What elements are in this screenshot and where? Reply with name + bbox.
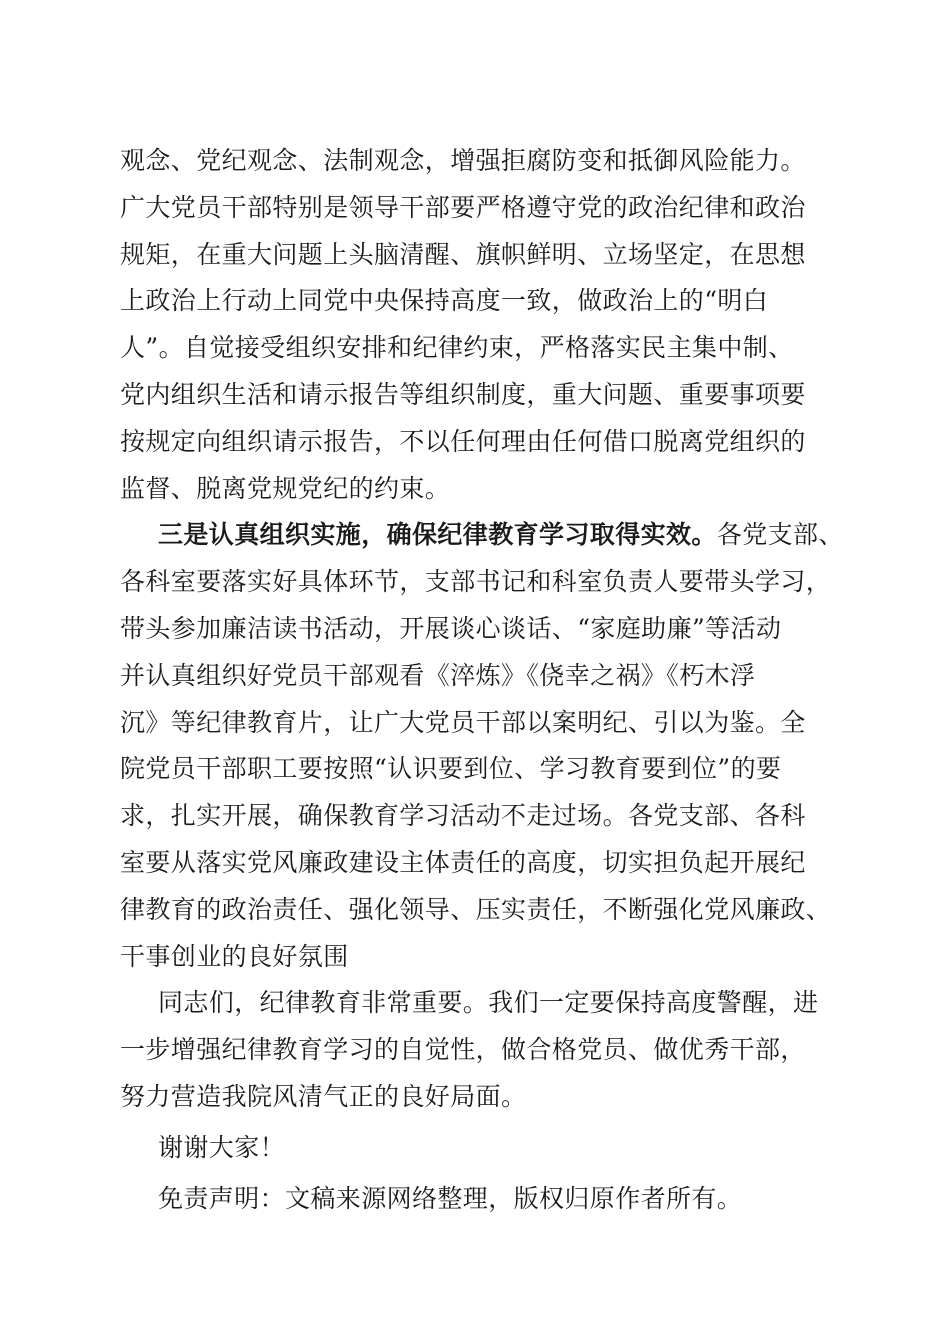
document-body — [120, 138, 844, 1222]
text-line: 广大党员干部特别是领导干部要严格遵守党的政治纪律和政治 — [120, 192, 806, 222]
text-line: 上政治上行动上同党中央保持高度一致，做政治上的“明白 — [120, 286, 769, 316]
text-line: 努力营造我院风清气正的良好局面。 — [120, 1081, 527, 1111]
paragraph-organize-implementation — [120, 512, 844, 980]
text-line: 同志们，纪律教育非常重要。我们一定要保持高度警醒，进 — [158, 988, 819, 1018]
paragraph-conclusion — [120, 980, 840, 1120]
text-line: 律教育的政治责任、强化领导、压实责任，不断强化党风廉政、 — [120, 894, 832, 924]
text-line: 一步增强纪律教育学习的自觉性，做合格党员、做优秀干部， — [120, 1035, 806, 1065]
text-line: 按规定向组织请示报告，不以任何理由任何借口脱离党组织的 — [120, 426, 806, 456]
text-line: 求，扎实开展，确保教育学习活动不走过场。各党支部、各科 — [120, 801, 806, 831]
text-line: 人”。自觉接受组织安排和纪律约束，严格落实民主集中制、 — [120, 333, 794, 363]
text-line — [120, 512, 844, 559]
closing-thanks: 谢谢大家！ — [158, 1132, 286, 1162]
text-line: 党内组织生活和请示报告等组织制度，重大问题、重要事项要 — [120, 379, 806, 409]
text-line: 带头参加廉洁读书活动，开展谈心谈话、“家庭助廉”等活动 — [120, 613, 782, 643]
text-line: 规矩，在重大问题上头脑清醒、旗帜鲜明、立场坚定，在思想 — [120, 239, 806, 269]
text-span: 各党支部、 — [716, 520, 844, 550]
text-line: 沉》等纪律教育片，让广大党员干部以案明纪、引以为鉴。全 — [120, 707, 806, 737]
text-line: 各科室要落实好具体环节，支部书记和科室负责人要带头学习， — [120, 567, 832, 597]
text-line: 监督、脱离党规党纪的约束。 — [120, 473, 451, 503]
paragraph-discipline-awareness — [120, 138, 840, 512]
text-line: 观念、党纪观念、法制观念，增强拒腐防变和抵御风险能力。 — [120, 146, 806, 175]
paragraph-heading: 三是认真组织实施，确保纪律教育学习取得实效。 — [158, 520, 717, 550]
disclaimer-text: 免责声明：文稿来源网络整理，版权归原作者所有。 — [158, 1183, 743, 1213]
text-line: 并认真组织好党员干部观看《淬炼》《侥幸之祸》《朽木浮 — [120, 660, 756, 690]
text-line: 院党员干部职工要按照“认识要到位、学习教育要到位”的要 — [120, 754, 782, 784]
text-line: 干事创业的良好氛围 — [120, 941, 349, 971]
text-line: 室要从落实党风廉政建设主体责任的高度，切实担负起开展纪 — [120, 847, 806, 877]
